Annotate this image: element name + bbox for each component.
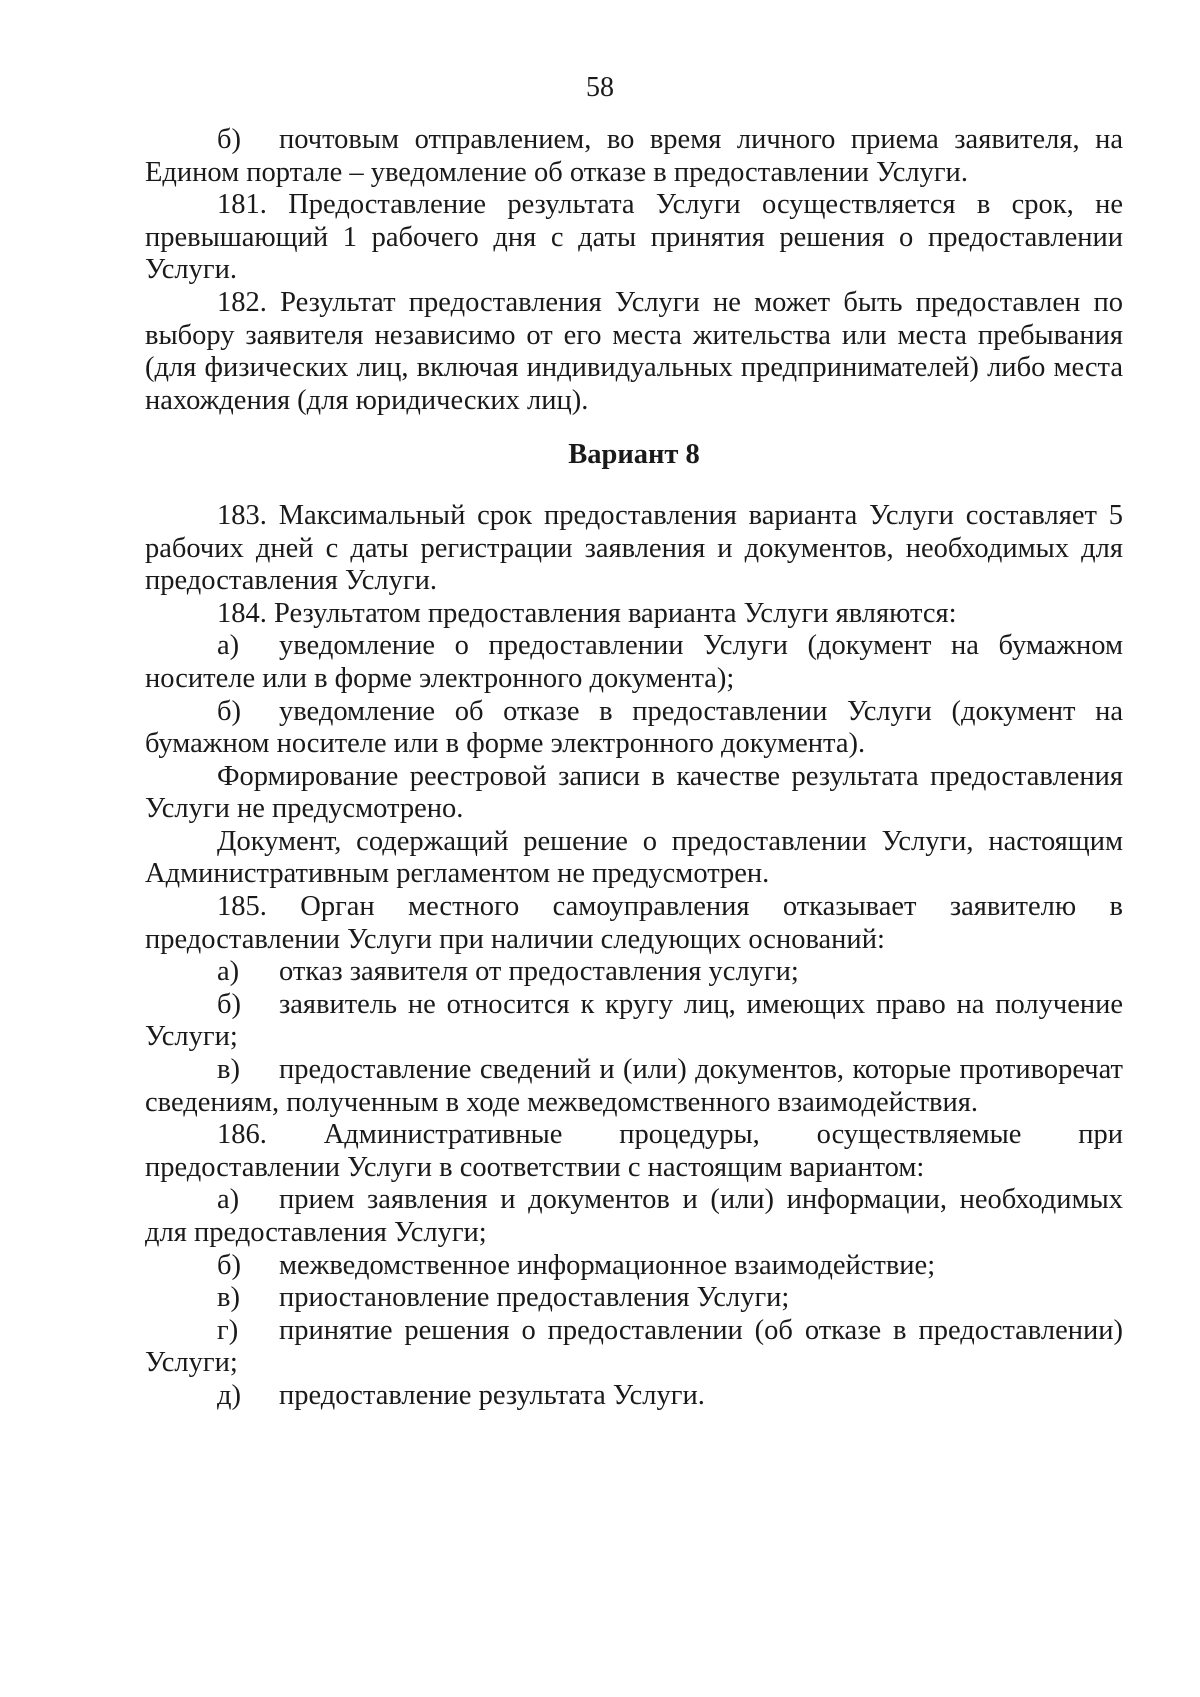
section-heading: Вариант 8 (568, 439, 700, 471)
list-item (145, 696, 1123, 761)
list-item-marker: а) (217, 956, 240, 988)
list-item-marker: б) (217, 988, 241, 1020)
list-item (145, 1054, 1123, 1119)
list-item-marker: в) (217, 1054, 240, 1086)
list-item-marker: г) (217, 1314, 239, 1346)
list-item (145, 1380, 1123, 1413)
paragraph: Формирование реестровой записи в качестве результата предоставления Услуги не предусмотрено. (145, 760, 1123, 825)
paragraph: 186. Административные процедуры, осуществляемые при предоставлении Услуги в соответствии с настоящим вариантом: (145, 1119, 1123, 1183)
list-item (145, 630, 1123, 695)
list-item-text: приостановление предоставления Услуги; (279, 1282, 790, 1314)
list-item (145, 989, 1123, 1054)
list-item (145, 1282, 1123, 1315)
list-item-marker: б) (217, 124, 241, 155)
list-item-text: отказ заявителя от предоставления услуги; (279, 956, 799, 988)
list-item-text: предоставление результата Услуги. (279, 1379, 705, 1411)
paragraph: 182. Результат предоставления Услуги не может быть предоставлен по выбору заявителя независимо от его места жительства или места пребывания (для физических лиц, включая индивидуальных предпринимателей) либо места нахождения (для юридических лиц). (145, 286, 1123, 416)
list-item-text: уведомление об отказе в предоставлении Услуги (документ на бумажном носителе или в форме электронного документа). (145, 695, 1123, 760)
paragraph: 185. Орган местного самоуправления отказывает заявителю в предоставлении Услуги при наличии следующих оснований: (145, 891, 1123, 955)
list-item-marker: в) (217, 1282, 240, 1314)
list-item-marker: б) (217, 695, 241, 727)
list-item (145, 1250, 1123, 1283)
list-item-text: почтовым отправлением, во время личного приема заявителя, на Едином портале – уведомление об отказе в предоставлении Услуги. (145, 124, 1123, 188)
list-item-text: предоставление сведений и (или) документов, которые противоречат сведениям, полученным в ходе межведомственного взаимодействия. (145, 1054, 1123, 1118)
list-item (145, 956, 1123, 989)
list-item (145, 1184, 1123, 1249)
list-item-text: уведомление о предоставлении Услуги (документ на бумажном носителе или в форме электронного документа); (145, 630, 1123, 694)
document-body (145, 124, 1123, 1413)
paragraph: 183. Максимальный срок предоставления варианта Услуги составляет 5 рабочих дней с даты регистрации заявления и документов, необходимых для предоставления Услуги. (145, 499, 1123, 597)
list-item (145, 1315, 1123, 1380)
paragraph: Документ, содержащий решение о предоставлении Услуги, настоящим Административным регламентом не предусмотрен. (145, 825, 1123, 890)
list-item (145, 124, 1123, 189)
list-item-text: заявитель не относится к кругу лиц, имеющих право на получение Услуги; (145, 988, 1123, 1053)
list-item-text: прием заявления и документов и (или) информации, необходимых для предоставления Услуги; (145, 1184, 1123, 1248)
list-item-marker: а) (217, 630, 240, 662)
page-number: 58 (586, 72, 614, 103)
list-item-text: межведомственное информационное взаимодействие; (279, 1249, 936, 1281)
list-item-marker: б) (217, 1249, 241, 1281)
list-item-marker: а) (217, 1184, 240, 1216)
list-item-text: принятие решения о предоставлении (об отказе в предоставлении) Услуги; (145, 1314, 1123, 1379)
paragraph: 184. Результатом предоставления варианта Услуги являются: (217, 597, 957, 629)
paragraph: 181. Предоставление результата Услуги осуществляется в срок, не превышающий 1 рабочего дня с даты принятия решения о предоставлении Услуги. (145, 189, 1123, 286)
list-item-marker: д) (217, 1379, 241, 1411)
